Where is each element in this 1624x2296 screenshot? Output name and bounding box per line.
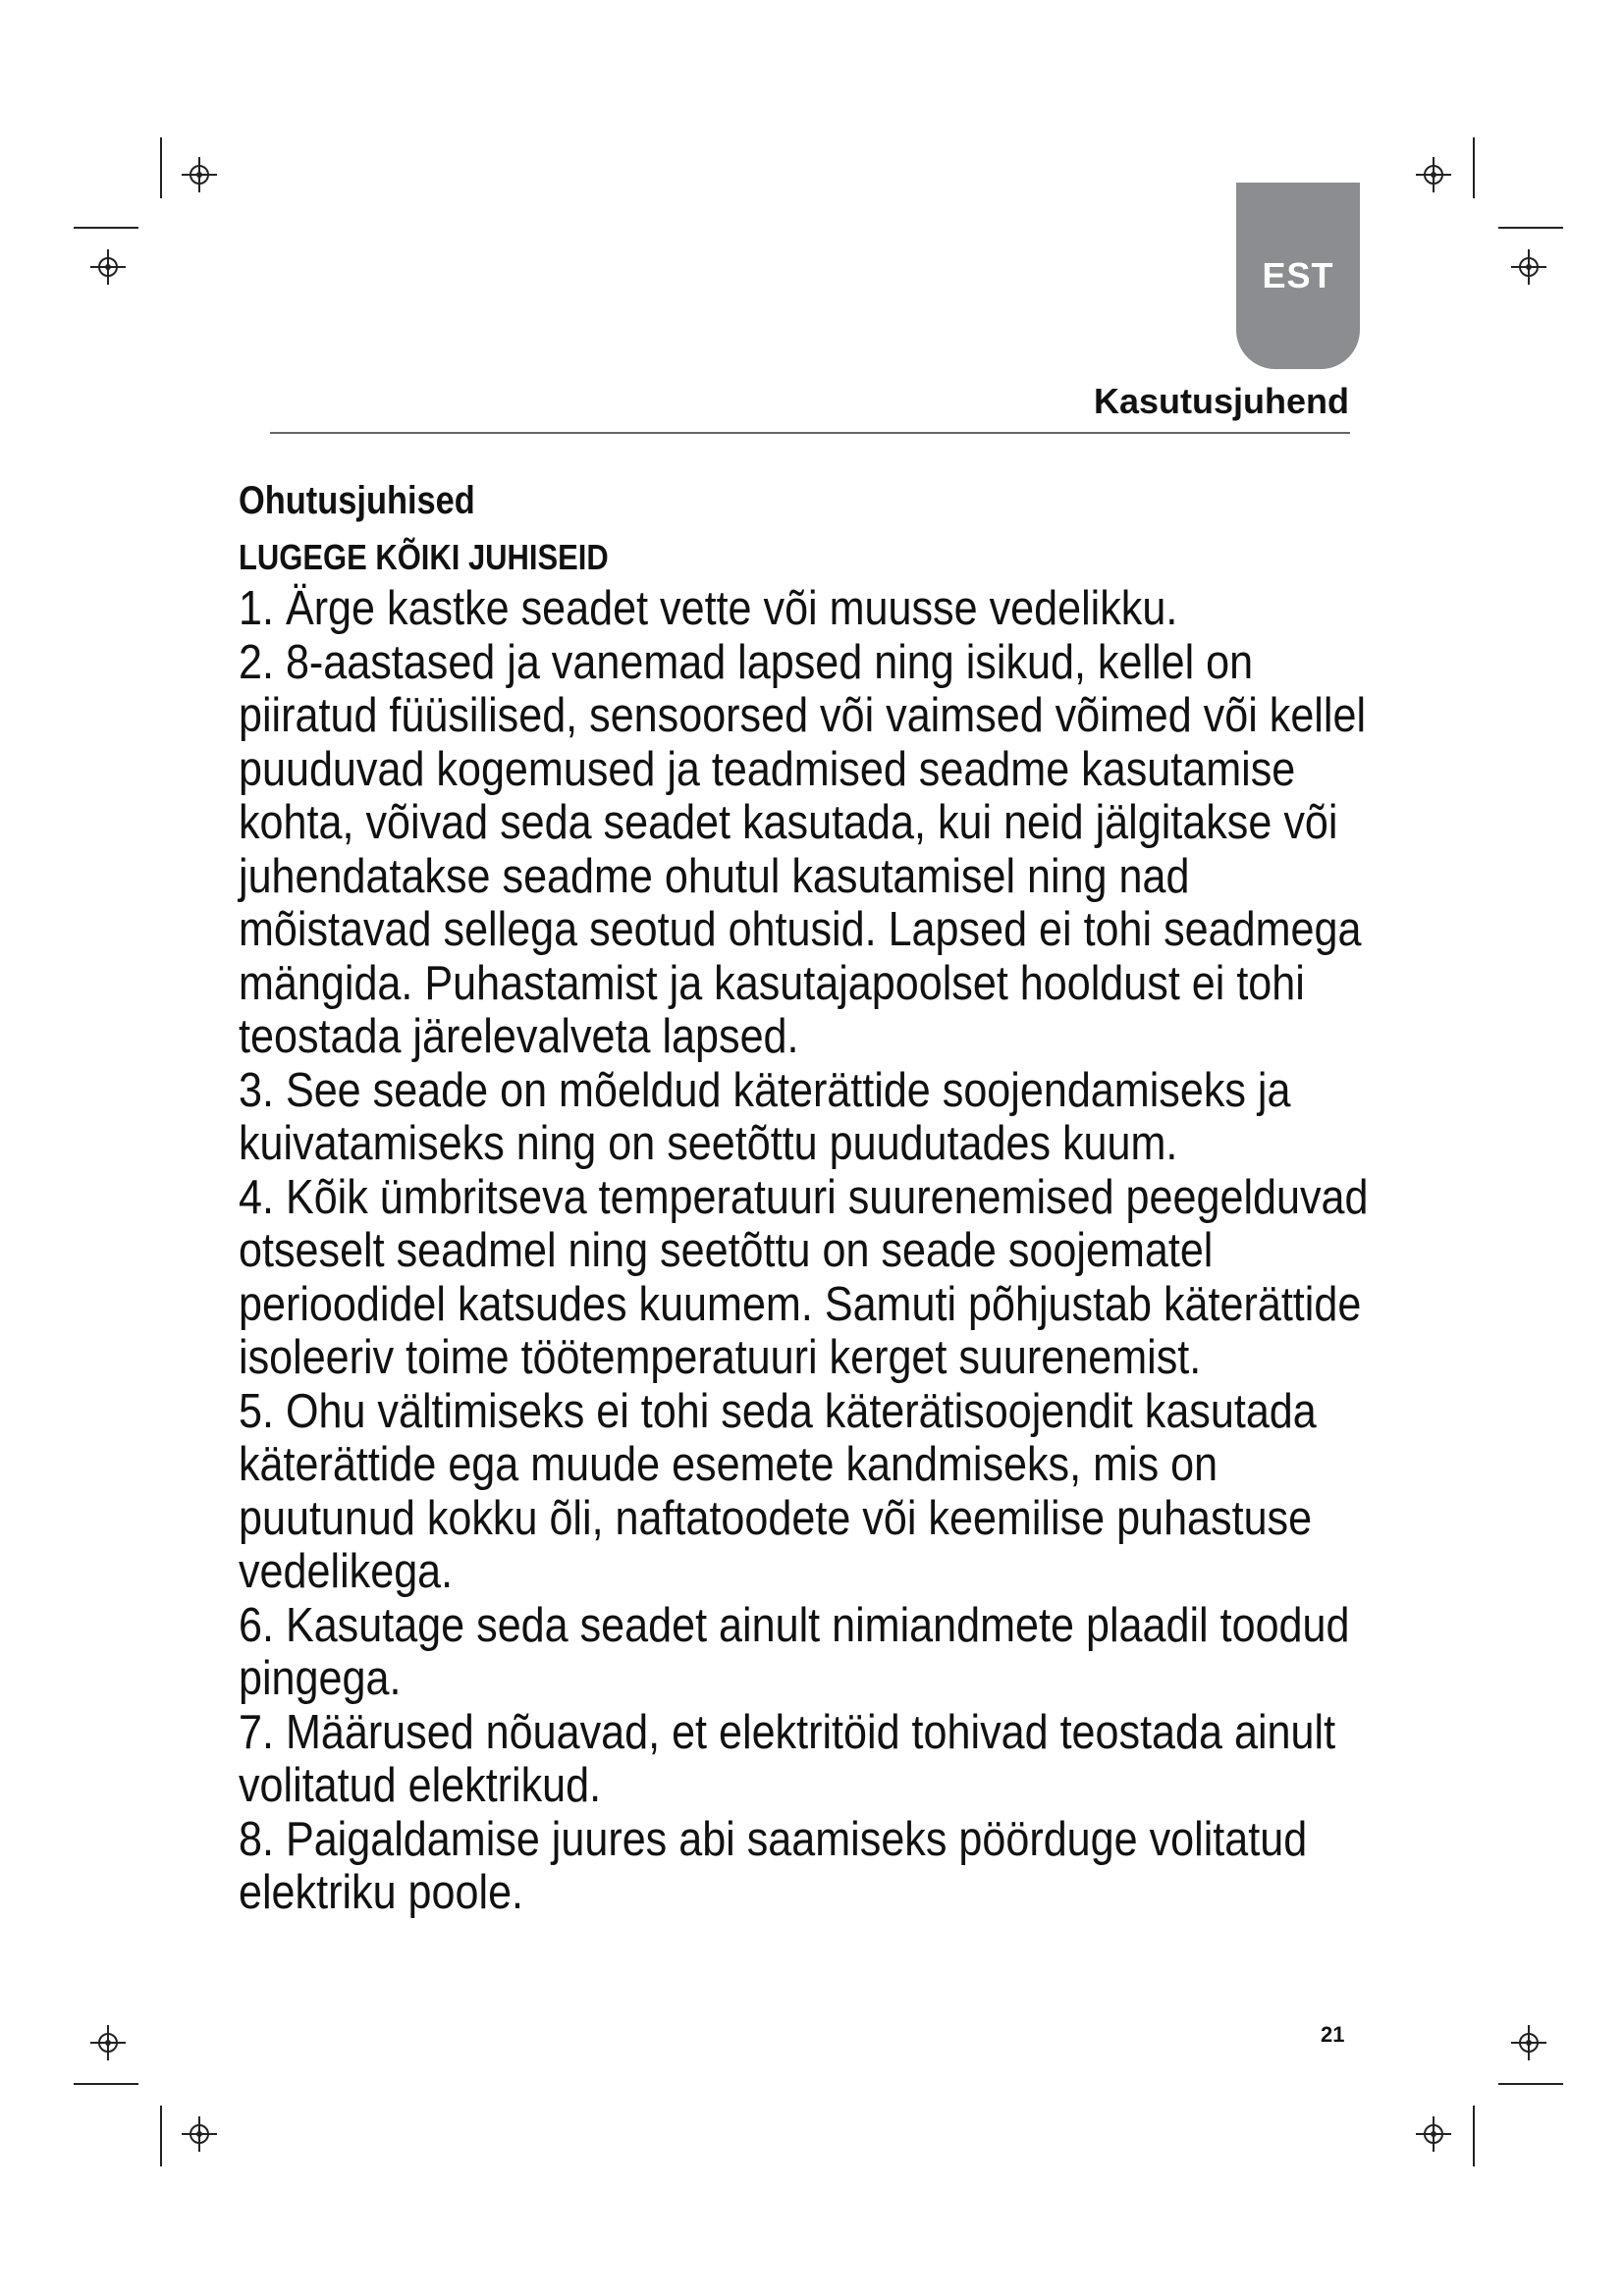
text-line: teostada järelevalveta lapsed. (239, 1010, 799, 1063)
crop-mark (1498, 227, 1563, 229)
registration-mark-icon (90, 2025, 126, 2060)
text-line: 4. Kõik ümbritseva temperatuuri suurenemised peegelduvad (239, 1170, 1369, 1224)
text-line: puutunud kokku õli, naftatoodete või keemilise puhastuse (239, 1491, 1313, 1545)
text-line: mängida. Puhastamist ja kasutajapoolset hooldust ei tohi (239, 956, 1305, 1010)
text-line: 6. Kasutage seda seadet ainult nimiandmete plaadil toodud (239, 1598, 1350, 1652)
text-line: juhendatakse seadme ohutul kasutamisel ning nad (239, 849, 1190, 903)
section-subtitle: LUGEGE KÕIKI JUHISEID (239, 537, 609, 577)
page-number: 21 (1321, 2022, 1345, 2047)
text-line: piiratud füüsilised, sensoorsed või vaimsed võimed või kellel (239, 689, 1367, 742)
text-line: elektriku poole. (239, 1866, 524, 1919)
text-line: pingega. (239, 1652, 402, 1705)
text-line: vedelikega. (239, 1545, 454, 1598)
text-line: kuivatamiseks ning on seetõttu puudutades kuum. (239, 1117, 1178, 1170)
safety-instructions (239, 582, 1405, 1920)
text-line: otseselt seadmel ning seetõttu on seade soojematel (239, 1224, 1214, 1277)
registration-mark-icon (90, 249, 126, 285)
language-tab (1236, 183, 1360, 369)
crop-mark (1473, 137, 1475, 198)
registration-mark-icon (1416, 157, 1451, 192)
crop-mark (1473, 2106, 1475, 2166)
crop-mark (160, 137, 162, 198)
text-line: mõistavad sellega seotud ohtusid. Lapsed ei tohi seadmega (239, 903, 1362, 956)
registration-mark-icon (182, 2116, 217, 2152)
text-line: 3. See seade on mõeldud käterättide soojendamiseks ja (239, 1063, 1291, 1117)
document-title: Kasutusjuhend (1093, 381, 1349, 421)
section-title: Ohutusjuhised (239, 479, 475, 522)
text-line: 8. Paigaldamise juures abi saamiseks pöörduge volitatud (239, 1812, 1308, 1866)
text-line: käterättide ega muude esemete kandmiseks, mis on (239, 1438, 1218, 1491)
registration-mark-icon (1416, 2116, 1451, 2152)
crop-mark (74, 2083, 138, 2085)
text-line: isoleeriv toime töötemperatuuri kerget suurenemist. (239, 1331, 1202, 1384)
text-line: puuduvad kogemused ja teadmised seadme kasutamise (239, 742, 1296, 796)
crop-mark (1498, 2083, 1563, 2085)
text-line: 2. 8-aastased ja vanemad lapsed ning isikud, kellel on (239, 635, 1254, 689)
registration-mark-icon (1511, 2025, 1546, 2060)
text-line: perioodidel katsudes kuumem. Samuti põhjustab käterättide (239, 1277, 1362, 1331)
text-line: 7. Määrused nõuavad, et elektritöid tohivad teostada ainult (239, 1705, 1336, 1759)
text-line: kohta, võivad seda seadet kasutada, kui neid jälgitakse või (239, 796, 1338, 849)
crop-mark (74, 227, 138, 229)
text-line: volitatud elektrikud. (239, 1759, 602, 1812)
crop-mark (160, 2106, 162, 2166)
registration-mark-icon (182, 157, 217, 192)
text-line: 1. Ärge kastke seadet vette või muusse vedelikku. (239, 582, 1178, 635)
registration-mark-icon (1511, 249, 1546, 285)
text-line: 5. Ohu vältimiseks ei tohi seda käterätisoojendit kasutada (239, 1384, 1317, 1438)
header-divider (270, 432, 1350, 434)
language-tab-label: EST (1262, 255, 1334, 295)
